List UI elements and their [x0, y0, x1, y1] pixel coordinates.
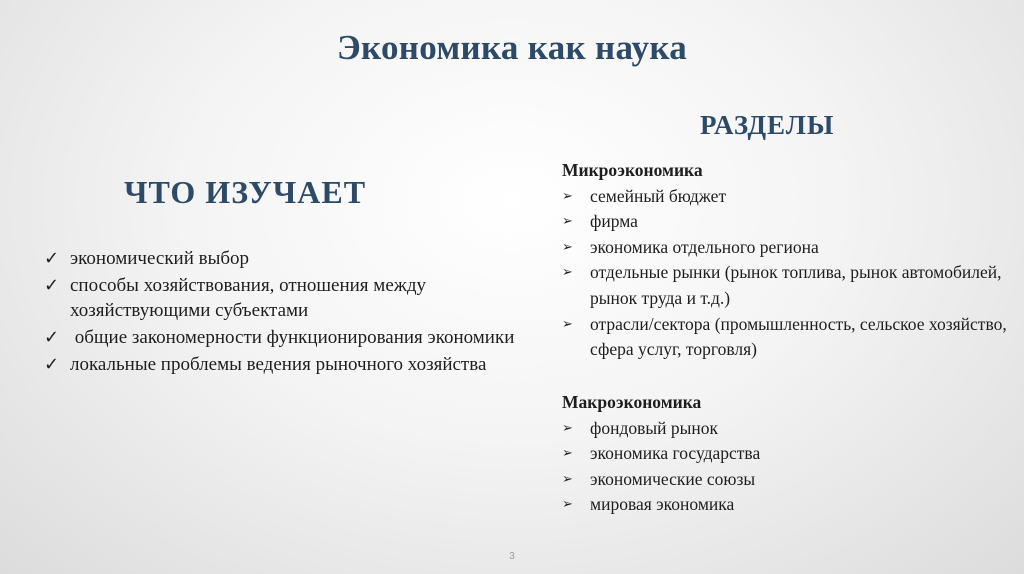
- macroeconomics-list: [562, 416, 1012, 518]
- list-item: [44, 325, 524, 350]
- list-item-text: экономика государства: [590, 443, 761, 464]
- list-item-text: способы хозяйствования, отношения между хозяйствующими субъектами: [70, 275, 427, 321]
- checkmark-icon: ✓: [44, 327, 60, 348]
- list-item: [562, 184, 1012, 210]
- list-item-text: отрасли/сектора (промышленность, сельское хозяйство, сфера услуг, торговля): [590, 313, 1007, 360]
- macroeconomics-title: Макроэкономика: [562, 392, 702, 412]
- checkmark-icon: ✓: [44, 248, 60, 269]
- list-item-text: экономический выбор: [70, 248, 250, 269]
- list-item: [562, 416, 1012, 442]
- what-studies-heading: ЧТО ИЗУЧАЕТ: [124, 174, 367, 210]
- sections-heading: РАЗДЕЛЫ: [700, 110, 835, 140]
- arrowhead-icon: ➢: [562, 214, 573, 230]
- microeconomics-section: [562, 158, 1012, 363]
- what-studies-list: [44, 246, 524, 379]
- list-item-text: экономика отдельного региона: [590, 236, 819, 257]
- arrowhead-icon: ➢: [562, 497, 573, 513]
- list-item-text: семейный бюджет: [590, 185, 727, 206]
- list-item: [44, 352, 524, 377]
- slide-title: Экономика как наука: [336, 28, 688, 67]
- checkmark-icon: ✓: [44, 354, 60, 375]
- list-item-text: локальные проблемы ведения рыночного хозяйства: [70, 354, 487, 375]
- list-item-text: фондовый рынок: [590, 417, 718, 438]
- arrowhead-icon: ➢: [562, 446, 573, 462]
- list-item-text: фирма: [590, 211, 638, 232]
- list-item-text: общие закономерности функционирования экономики: [70, 327, 515, 348]
- list-item: [562, 492, 1012, 518]
- macroeconomics-section: [562, 390, 1012, 518]
- microeconomics-list: [562, 184, 1012, 363]
- list-item: [562, 441, 1012, 467]
- list-item: [562, 467, 1012, 493]
- list-item: [562, 260, 1012, 311]
- list-item-text: мировая экономика: [590, 494, 735, 515]
- list-item: [562, 235, 1012, 261]
- list-item-text: отдельные рынки (рынок топлива, рынок автомобилей, рынок труда и т.д.): [590, 262, 1002, 308]
- page-number: 3: [509, 551, 515, 562]
- checkmark-icon: ✓: [44, 275, 60, 296]
- arrowhead-icon: ➢: [562, 188, 573, 204]
- list-item: [44, 246, 524, 271]
- arrowhead-icon: ➢: [562, 471, 573, 487]
- list-item: [44, 273, 524, 323]
- list-item-text: экономические союзы: [590, 468, 756, 489]
- microeconomics-title: Микроэкономика: [562, 160, 703, 180]
- arrowhead-icon: ➢: [562, 420, 573, 436]
- arrowhead-icon: ➢: [562, 316, 573, 332]
- list-item: [562, 312, 1012, 363]
- list-item: [562, 209, 1012, 235]
- arrowhead-icon: ➢: [562, 239, 573, 255]
- arrowhead-icon: ➢: [562, 265, 573, 281]
